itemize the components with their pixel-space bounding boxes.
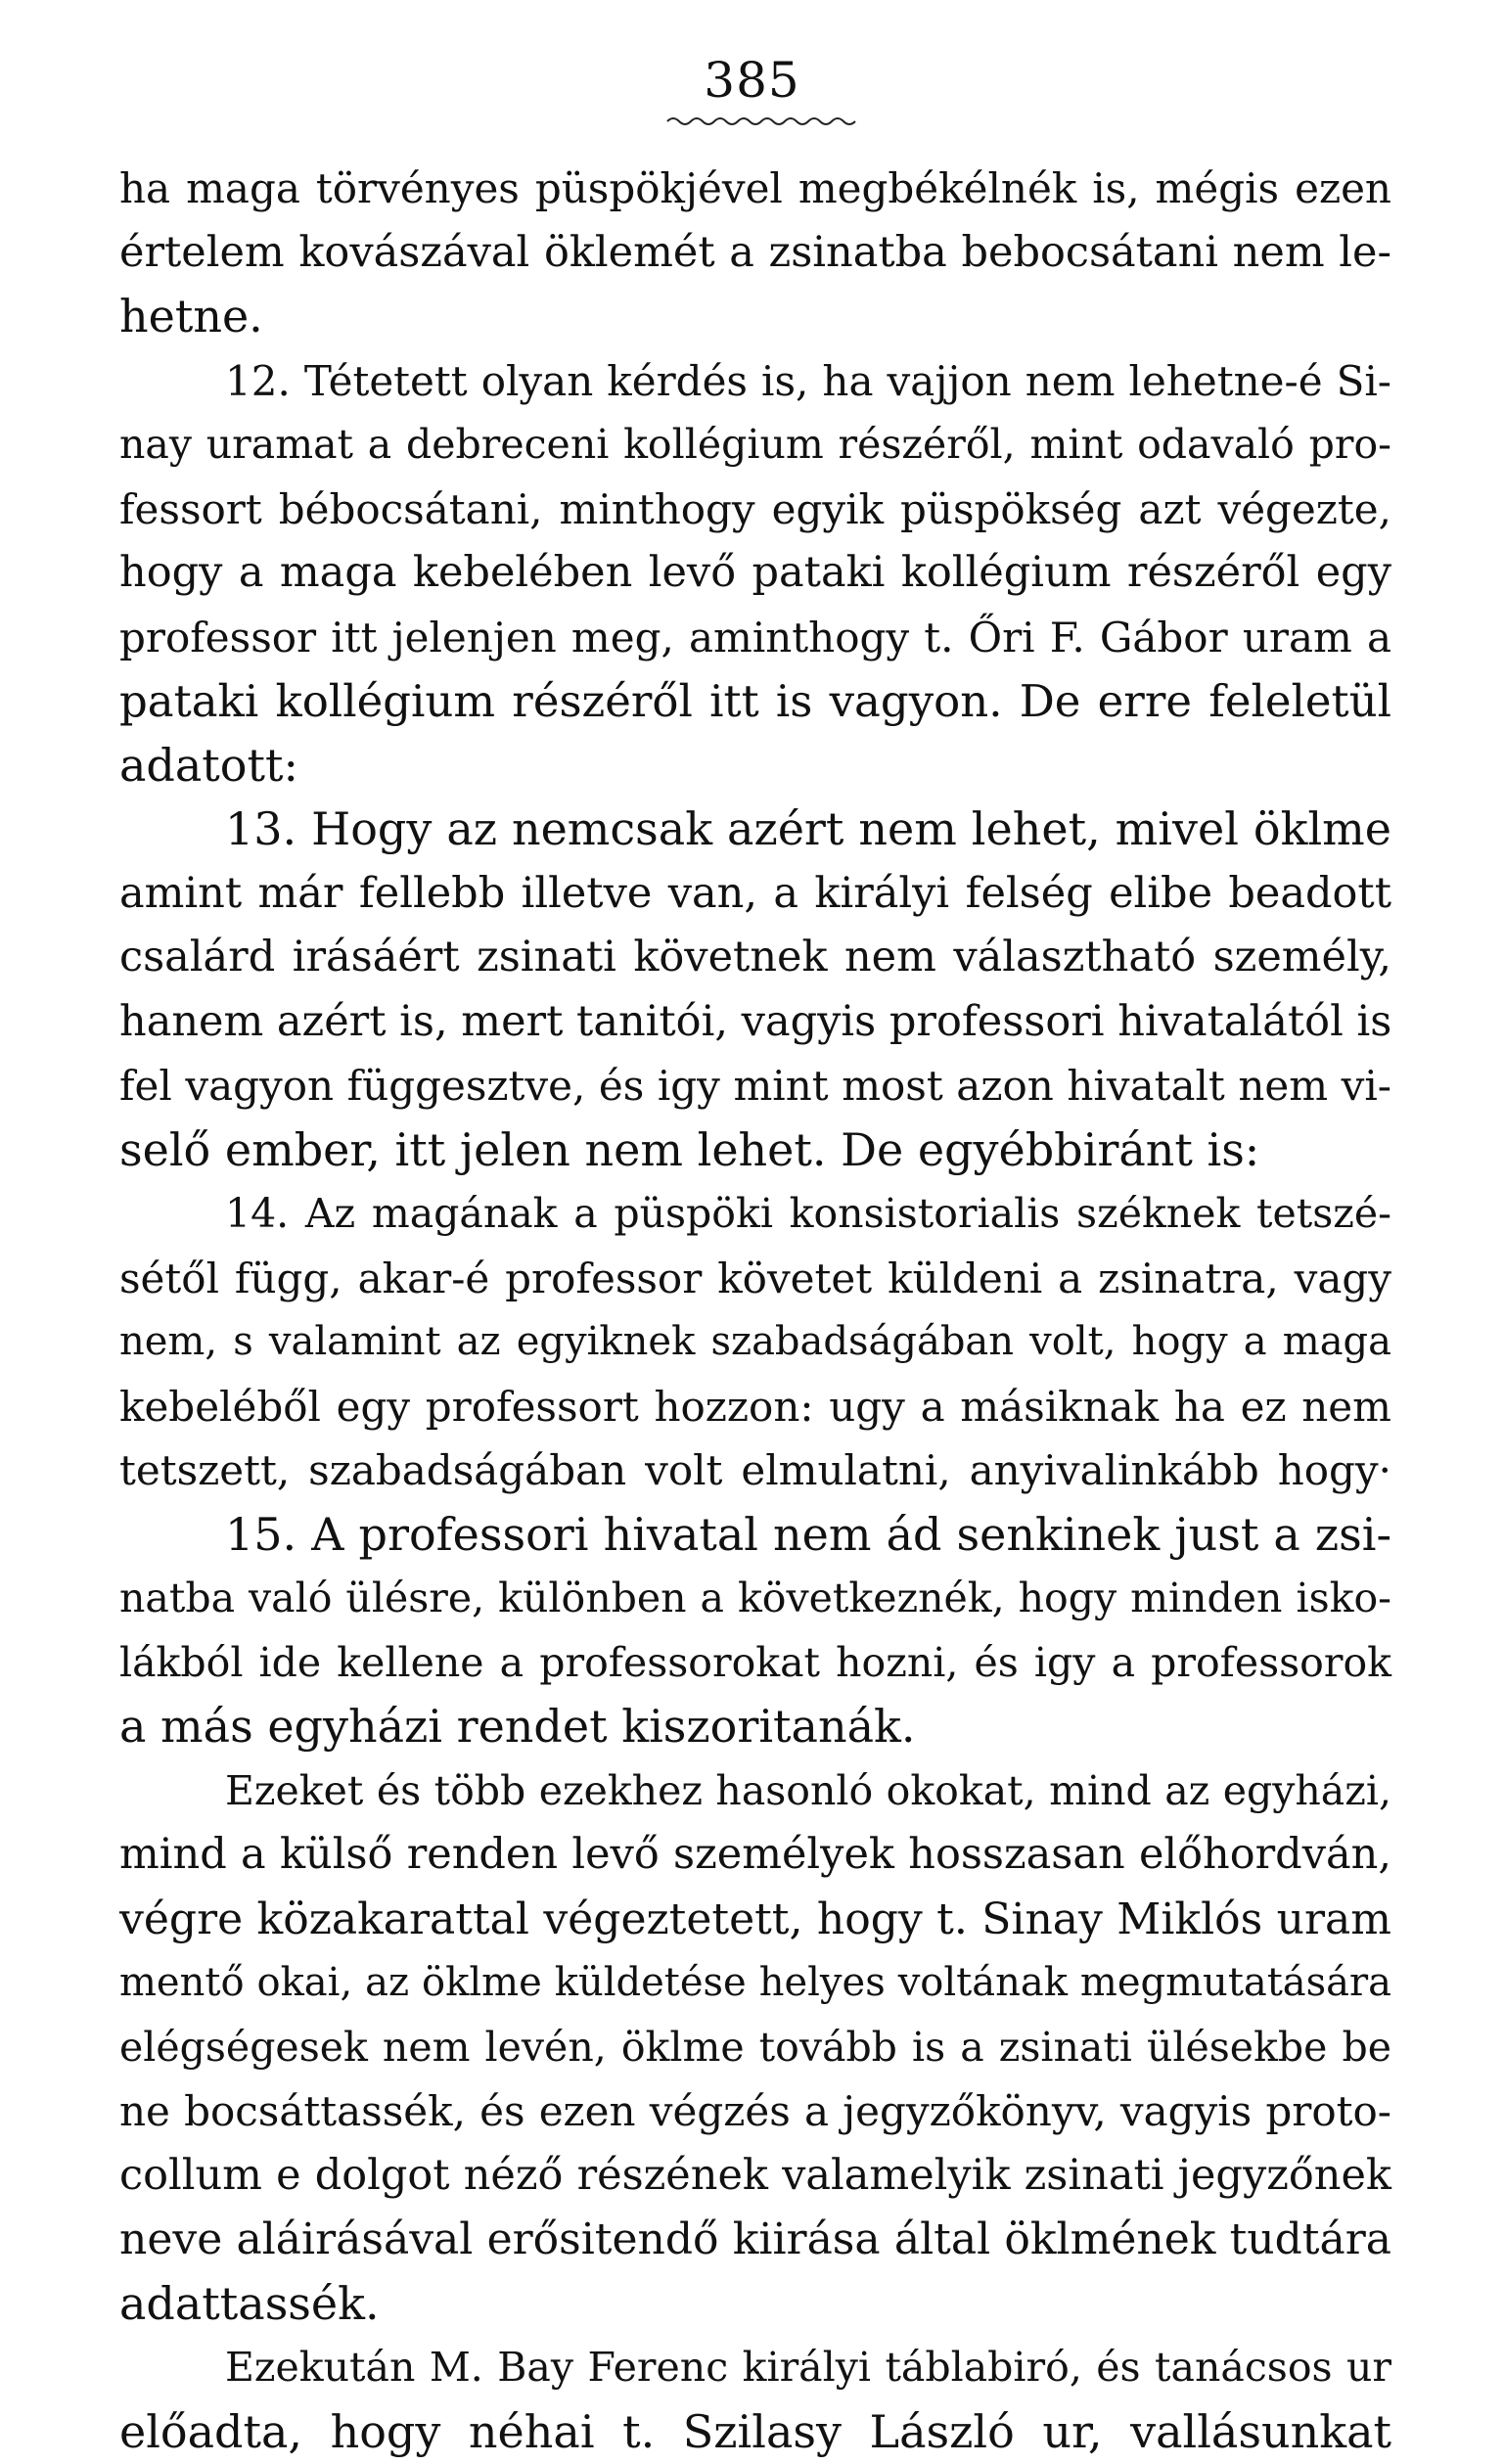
text-line: amint már fellebb illetve van, a királyi felség elibe beadott <box>119 862 1391 927</box>
text-line: előadta, hogy néhai t. Szilasy László ur, vallásunkat <box>119 2400 1391 2464</box>
text-line: fessort bébocsátani, minthogy egyik püspökség azt végezte, <box>119 478 1391 542</box>
text-line: adattassék. <box>119 2272 1391 2337</box>
text-line: mind a külső renden levő személyek hosszasan előhordván, <box>119 1823 1391 1888</box>
text-line: lákból ide kellene a professorokat hozni, és igy a professorok <box>119 1631 1391 1696</box>
text-line: professor itt jelenjen meg, aminthogy t. Őri F. Gábor uram a <box>119 606 1391 670</box>
text-line: Ezekután M. Bay Ferenc királyi táblabiró, és tanácsos ur <box>119 2336 1391 2400</box>
text-line: kebeléből egy professort hozzon: ugy a másiknak ha ez nem <box>119 1375 1391 1439</box>
text-line: hanem azért is, mert tanitói, vagyis professori hivatalától is <box>119 990 1391 1055</box>
text-line: 15. A professori hivatal nem ád senkinek just a zsi- <box>119 1503 1391 1568</box>
text-line: csalárd irásáért zsinati követnek nem választható személy, <box>119 926 1391 990</box>
text-line: fel vagyon függesztve, és igy mint most azon hivatalt nem vi- <box>119 1054 1391 1118</box>
text-line: adatott: <box>119 734 1391 799</box>
text-line: ne bocsáttassék, és ezen végzés a jegyzőkönyv, vagyis proto- <box>119 2079 1391 2144</box>
text-line: ha maga törvényes püspökjével megbékélnék is, mégis ezen <box>119 157 1391 221</box>
text-line: értelem kovászával öklemét a zsinatba bebocsátani nem le- <box>119 221 1391 286</box>
body-text <box>119 157 1391 2464</box>
text-line: hetne. <box>119 285 1391 349</box>
text-line: tetszett, szabadságában volt elmulatni, anyivalinkább hogy· <box>119 1438 1391 1503</box>
text-line: 14. Az magának a püspöki konsistorialis széknek tetszé- <box>119 1182 1391 1247</box>
text-line: collum e dolgot néző részének valamelyik zsinati jegyzőnek <box>119 2144 1391 2209</box>
text-line: nem, s valamint az egyiknek szabadságában volt, hogy a maga <box>119 1310 1391 1375</box>
text-line: neve aláirásával erősitendő kiirása által öklmének tudtára <box>119 2208 1391 2272</box>
text-line: mentő okai, az öklme küldetése helyes voltának megmutatására <box>119 1951 1391 2016</box>
text-line: elégségesek nem levén, öklme tovább is a zsinati ülésekbe be <box>119 2016 1391 2080</box>
text-line: Ezeket és több ezekhez hasonló okokat, mind az egyházi, <box>119 1759 1391 1824</box>
text-line: 13. Hogy az nemcsak azért nem lehet, mivel öklme <box>119 798 1391 862</box>
page-number: 385 <box>0 51 1504 110</box>
text-line: végre közakarattal végeztetett, hogy t. Sinay Miklós uram <box>119 1888 1391 1952</box>
text-line: nay uramat a debreceni kollégium részéről, mint odavaló pro- <box>119 413 1391 478</box>
text-line: pataki kollégium részéről itt is vagyon. De erre feleletül <box>119 669 1391 734</box>
text-line: hogy a maga kebelében levő pataki kollégium részéről egy <box>119 541 1391 606</box>
text-line: sétől függ, akar-é professor követet küldeni a zsinatra, vagy <box>119 1247 1391 1311</box>
text-line: natba való ülésre, különben a következnék, hogy minden isko- <box>119 1567 1391 1631</box>
ornament-divider <box>665 114 861 129</box>
text-line: a más egyházi rendet kiszoritanák. <box>119 1695 1391 1759</box>
text-line: selő ember, itt jelen nem lehet. De egyébbiránt is: <box>119 1118 1391 1183</box>
text-line: 12. Tétetett olyan kérdés is, ha vajjon nem lehetne-é Si- <box>119 349 1391 414</box>
